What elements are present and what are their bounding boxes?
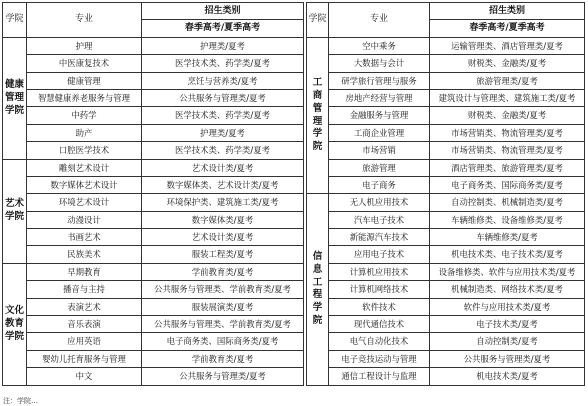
admission-category: 环境保护类、建筑施工类/夏考 xyxy=(142,194,304,211)
major-name: 工商企业管理 xyxy=(329,124,430,141)
major-name: 金融服务与管理 xyxy=(329,107,430,124)
major-name: 早期教育 xyxy=(27,263,142,280)
admission-category: 酒店管理类、旅游管理类/夏考 xyxy=(430,159,585,176)
table-row xyxy=(3,72,585,89)
major-name: 电气自动化技术 xyxy=(329,333,430,350)
admission-category: 数字媒体类/夏考 xyxy=(142,211,304,228)
major-name: 现代通信技术 xyxy=(329,316,430,333)
header-row xyxy=(3,3,585,20)
major-name: 应用电子技术 xyxy=(329,246,430,263)
table-row xyxy=(3,333,585,350)
table-row xyxy=(3,142,585,159)
admission-category: 旅游管理类/夏考 xyxy=(430,72,585,89)
major-name: 汽车电子技术 xyxy=(329,211,430,228)
major-name: 雕刻艺术设计 xyxy=(27,159,142,176)
major-name: 通信工程设计与监理 xyxy=(329,368,430,385)
admission-category: 自动控制类/夏考 xyxy=(430,333,585,350)
major-name: 市场营销 xyxy=(329,142,430,159)
major-name: 大数据与会计 xyxy=(329,55,430,72)
table-row xyxy=(3,281,585,298)
admission-category: 建筑设计与管理类、建筑施工类/夏考 xyxy=(430,89,585,106)
major-header: 专业 xyxy=(27,3,142,38)
major-name: 口腔医学技术 xyxy=(27,142,142,159)
admission-category: 市场营销类、物流管理类/夏考 xyxy=(430,124,585,141)
admission-category: 护理类/夏考 xyxy=(142,37,304,54)
table-row xyxy=(3,211,585,228)
table-row xyxy=(3,229,585,246)
admission-category: 数字媒体类、艺术设计类/夏考 xyxy=(142,176,304,193)
table-row xyxy=(3,368,585,385)
footnote: 注：学院… xyxy=(3,397,38,405)
table-row xyxy=(3,298,585,315)
major-name: 智慧健康养老服务与管理 xyxy=(27,89,142,106)
college-header: 学院 xyxy=(307,3,329,38)
major-name: 表演艺术 xyxy=(27,298,142,315)
admission-category: 护理类/夏考 xyxy=(142,124,304,141)
admission-category: 服装工程类/夏考 xyxy=(142,246,304,263)
major-name: 计算机网络技术 xyxy=(329,281,430,298)
major-name: 数字媒体艺术设计 xyxy=(27,176,142,193)
admission-category: 车辆维修类/夏考 xyxy=(430,229,585,246)
admission-category: 烹饪与营养类/夏考 xyxy=(142,72,304,89)
table-row xyxy=(3,37,585,54)
admission-category: 公共服务与管理类、学前教育类/夏考 xyxy=(142,281,304,298)
college-name: 文化教育学院 xyxy=(3,263,27,385)
major-name: 环境艺术设计 xyxy=(27,194,142,211)
admission-category: 财税类、金融类/夏考 xyxy=(430,55,585,72)
admission-category: 医学技术类、药学类/夏考 xyxy=(142,107,304,124)
major-name: 旅游管理 xyxy=(329,159,430,176)
major-name: 婴幼儿托育服务与管理 xyxy=(27,350,142,367)
table-row xyxy=(3,124,585,141)
major-name: 中文 xyxy=(27,368,142,385)
admission-category: 电子商务类、国际商务类/夏考 xyxy=(142,333,304,350)
table-row xyxy=(3,350,585,367)
category-subheader: 春季高考/夏季高考 xyxy=(430,20,585,37)
major-name: 空中乘务 xyxy=(329,37,430,54)
major-name: 计算机应用技术 xyxy=(329,263,430,280)
major-name: 护理 xyxy=(27,37,142,54)
major-name: 中医康复技术 xyxy=(27,55,142,72)
major-name: 助产 xyxy=(27,124,142,141)
major-name: 新能源汽车技术 xyxy=(329,229,430,246)
college-name: 信息工程学院 xyxy=(307,194,329,385)
major-name: 书画艺术 xyxy=(27,229,142,246)
table-row xyxy=(3,176,585,193)
table-row xyxy=(3,194,585,211)
category-header: 招生类别 xyxy=(142,3,304,20)
major-name: 动漫设计 xyxy=(27,211,142,228)
table-row xyxy=(3,107,585,124)
college-name: 艺术学院 xyxy=(3,159,27,263)
admission-category: 软件与应用技术类/夏考 xyxy=(430,298,585,315)
table-row xyxy=(3,89,585,106)
admission-category: 公共服务与管理类/夏考 xyxy=(142,89,304,106)
college-name: 健康管理学院 xyxy=(3,37,27,159)
table-row xyxy=(3,55,585,72)
major-name: 电子商务 xyxy=(329,176,430,193)
category-header: 招生类别 xyxy=(430,3,585,20)
admission-category: 学前教育类/夏考 xyxy=(142,350,304,367)
major-header: 专业 xyxy=(329,3,430,38)
major-name: 研学旅行管理与服务 xyxy=(329,72,430,89)
major-name: 软件技术 xyxy=(329,298,430,315)
admission-category: 艺术设计类/夏考 xyxy=(142,229,304,246)
major-name: 房地产经营与管理 xyxy=(329,89,430,106)
table-row xyxy=(3,159,585,176)
major-name: 健康管理 xyxy=(27,72,142,89)
admission-category: 运输管理类、酒店管理类/夏考 xyxy=(430,37,585,54)
admission-category: 公共服务与管理类/夏考 xyxy=(430,350,585,367)
category-subheader: 春季高考/夏季高考 xyxy=(142,20,304,37)
major-name: 应用英语 xyxy=(27,333,142,350)
major-name: 播音与主持 xyxy=(27,281,142,298)
table-row xyxy=(3,316,585,333)
major-name: 中药学 xyxy=(27,107,142,124)
admission-category: 自动控制类、机械制造类/夏考 xyxy=(430,194,585,211)
major-name: 电子竞技运动与管理 xyxy=(329,350,430,367)
admission-category: 机电技术类、电子技术类/夏考 xyxy=(430,246,585,263)
admission-category: 公共服务与管理类、学前教育类/夏考 xyxy=(142,316,304,333)
admission-category: 医学技术类、药学类/夏考 xyxy=(142,142,304,159)
admission-category: 学前教育类/夏考 xyxy=(142,263,304,280)
admission-category: 医学技术类、药学类/夏考 xyxy=(142,55,304,72)
admission-category: 服装展演类/夏考 xyxy=(142,298,304,315)
admission-category: 机电技术类/夏考 xyxy=(430,368,585,385)
admission-category: 财税类、金融类/夏考 xyxy=(430,107,585,124)
table-row xyxy=(3,246,585,263)
admissions-table xyxy=(2,2,585,386)
admission-category: 电子商务类、国际商务类/夏考 xyxy=(430,176,585,193)
major-name: 民族美术 xyxy=(27,246,142,263)
table-row xyxy=(3,263,585,280)
admission-category: 设备维修类、软件与应用技术类/夏考 xyxy=(430,263,585,280)
admission-category: 电子技术类/夏考 xyxy=(430,316,585,333)
major-name: 无人机应用技术 xyxy=(329,194,430,211)
admission-category: 艺术设计类/夏考 xyxy=(142,159,304,176)
table-body xyxy=(3,3,585,386)
admission-category: 市场营销类、物流管理类/夏考 xyxy=(430,142,585,159)
college-header: 学院 xyxy=(3,3,27,38)
admission-category: 公共服务与管理类/夏考 xyxy=(142,368,304,385)
major-name: 音乐表演 xyxy=(27,316,142,333)
admission-category: 机械制造类、网络技术类/夏考 xyxy=(430,281,585,298)
college-name: 工商管理学院 xyxy=(307,37,329,194)
admission-category: 车辆维修类、设备维修类/夏考 xyxy=(430,211,585,228)
